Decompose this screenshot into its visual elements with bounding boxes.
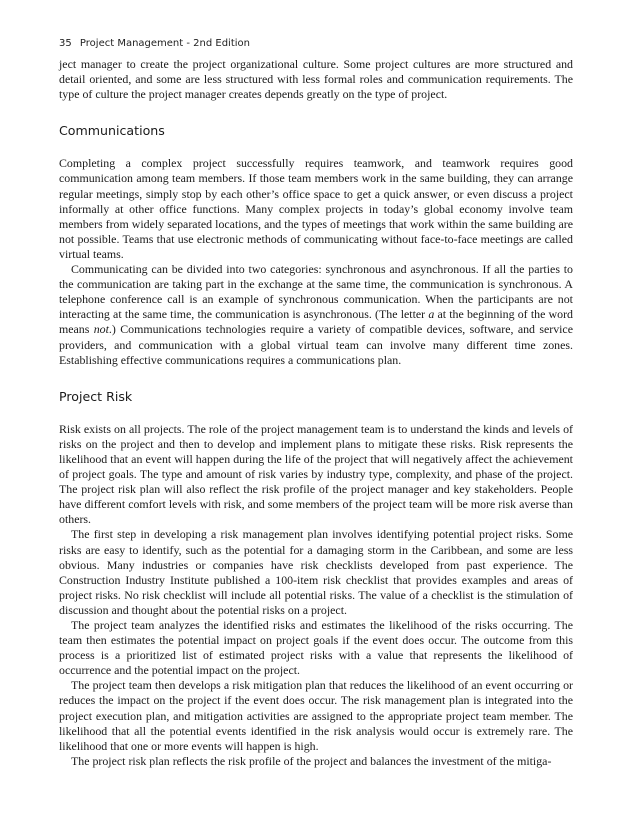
comm-p2-part-b: at the beginning of the word means (59, 307, 573, 337)
project-risk-heading: Project Risk (59, 388, 133, 404)
communications-heading: Communications (59, 123, 165, 139)
risk-paragraph-5: The project risk plan reflects the risk profile of the project and balances the investment of the mitiga- (71, 753, 552, 768)
risk-paragraph-1: Risk exists on all projects. The role of the project management team is to understand the kinds and levels of risks on the project and then to develop and implement plans to mitigate these risks. Risk represents the likelihood that an event will happen during the life of the project that will negatively affect the achievement of project goals. The type and amount of risk varies by industry type, complexity, and phase of the project. The project risk plan will also reflect the risk profile of the project manager and key stakeholders. People have different comfort levels with risk, and some members of the project team will be more risk averse than others. (59, 421, 573, 527)
comm-p2-part-c: .) Communications technologies require a variety of compatible devices, software, and service providers, and communication with a global virtual team can involve many different time zones. Establishing effective communications requires a communications plan. (59, 322, 573, 367)
risk-paragraph-2: The first step in developing a risk management plan involves identifying potential project risks. Some risks are easy to identify, such as the potential for a damaging storm in the Caribbean, and some are less obvious. Many industries or companies have risk checklists developed from past experience. The Construction Industry Institute published a 100-item risk checklist that provides examples and areas of project risks. No risk checklist will include all potential risks. The value of a checklist is the stimulation of discussion and thought about the potential risks on a project. (59, 527, 573, 617)
comm-p2-emphasis-a: a (428, 307, 435, 322)
intro-paragraph: ject manager to create the project organizational culture. Some project cultures are more structured and detail oriented, and some are less structured with less formal roles and communication requirements. The type of culture the project manager creates depends greatly on the type of project. (59, 57, 573, 102)
book-title: Project Management - 2nd Edition (79, 38, 250, 49)
page-body (59, 57, 573, 769)
risk-paragraph-4: The project team then develops a risk mitigation plan that reduces the likelihood of an event occurring or reduces the impact on the project if the event does occur. The risk management plan is integrated into the project execution plan, and mitigation activities are assigned to the appropriate project team member. The likelihood that all the potential events identified in the risk analysis would occur is extremely rare. The likelihood that one or more events will happen is high. (59, 678, 573, 753)
page-number: 35 (59, 38, 72, 49)
communications-paragraph-1: Completing a complex project successfully requires teamwork, and teamwork requires good communication among team members. If those team members work in the same building, they can arrange regular meetings, simply stop by each other’s office space to get a quick answer, or even discuss a project informally at other office functions. Many complex projects in today’s global economy involve team members from widely separated locations, and the types of meetings that work within the same building are not possible. Teams that use electronic methods of communicating without face-to-face meetings are called virtual teams. (59, 156, 573, 261)
comm-p2-part-a: Communicating can be divided into two categories: synchronous and asynchronous. If all the parties to the communication are taking part in the exchange at the same time, the communication is synchronous. A telephone conference call is an example of synchronous communication. When the participants are not interacting at the same time, the communication is asynchronous. (The letter (59, 262, 573, 322)
comm-p2-emphasis-not: not (93, 322, 109, 337)
risk-paragraph-3: The project team analyzes the identified risks and estimates the likelihood of the risks occurring. The team then estimates the potential impact on project goals if the event does occur. The outcome from this process is a prioritized list of estimated project risks with a value that represents the likelihood of occurrence and the potential impact on the project. (59, 618, 573, 678)
communications-paragraph-2 (59, 262, 573, 368)
running-header (59, 38, 250, 49)
